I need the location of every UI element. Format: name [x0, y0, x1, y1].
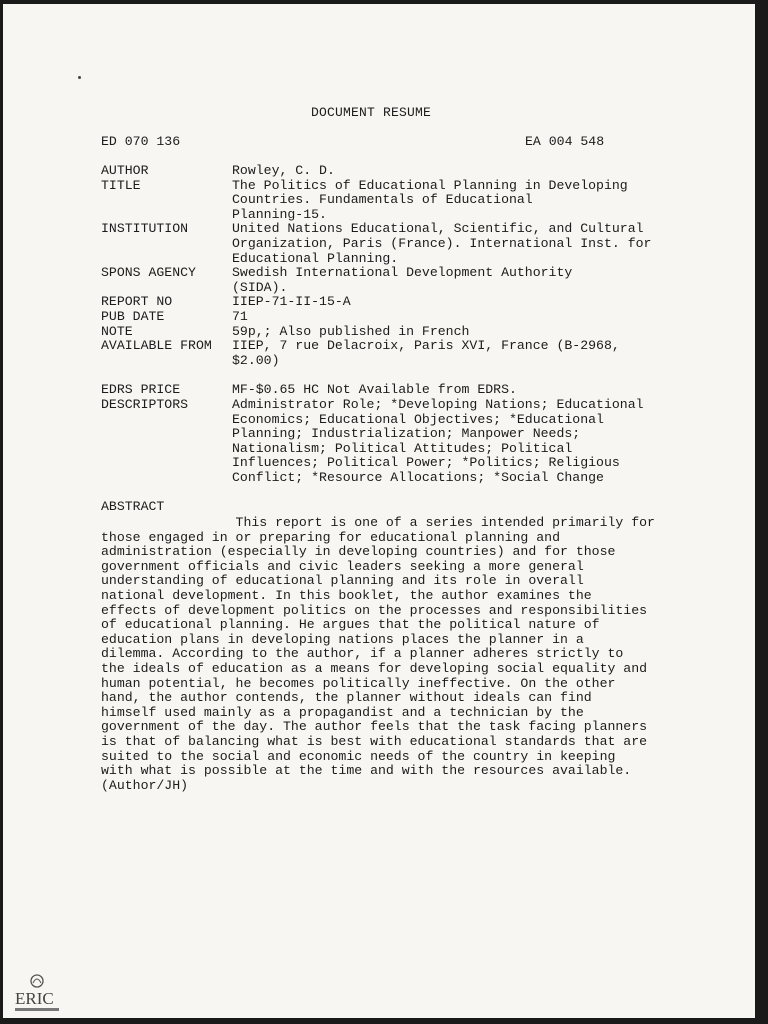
abstract-line: those engaged in or preparing for educational planning and [101, 529, 560, 545]
field-value-line: Educational Planning. [232, 250, 399, 266]
metadata-row [101, 442, 741, 457]
abstract-line: national development. In this booklet, the author examines the [101, 587, 592, 603]
abstract-line: himself used mainly as a propagandist and a technician by the [101, 704, 584, 720]
field-label: DESCRIPTORS [101, 396, 189, 412]
field-value-line: MF-$0.65 HC Not Available from EDRS. [232, 382, 517, 398]
metadata-row [101, 179, 741, 194]
abstract-line: effects of development politics on the processes and responsibilities [101, 602, 648, 618]
metadata-row [101, 281, 741, 296]
ed-number: ED 070 136 [101, 134, 181, 149]
metadata-row [101, 354, 741, 369]
field-value-line: Countries. Fundamentals of Educational [232, 192, 533, 208]
spacer [101, 368, 741, 383]
field-value-line: 59p,; Also published in French [232, 323, 470, 339]
metadata-row [101, 222, 741, 237]
field-label: PUB DATE [101, 308, 165, 324]
eric-logo-text: ERIC [15, 989, 54, 1008]
field-value-line: Economics; Educational Objectives; *Educational [232, 411, 604, 427]
metadata-row [101, 383, 741, 398]
abstract-line: with what is possible at the time and with the resources available. [101, 763, 632, 779]
field-label: TITLE [101, 177, 141, 193]
field-value-line: Organization, Paris (France). International Inst. for [232, 235, 652, 251]
field-label: REPORT NO [101, 294, 173, 310]
field-value-line: The Politics of Educational Planning in Developing [232, 177, 628, 193]
field-label-spacer [101, 471, 232, 486]
field-value-line: 71 [232, 308, 248, 324]
metadata-row [101, 456, 741, 471]
field-value-line: Rowley, C. D. [232, 163, 335, 178]
metadata-row [101, 193, 741, 208]
document-title: DOCUMENT RESUME [311, 105, 432, 120]
field-label: INSTITUTION [101, 221, 189, 237]
metadata-row [101, 208, 741, 223]
metadata-row [101, 398, 741, 413]
field-label: EDRS PRICE [101, 382, 181, 398]
abstract-line: the ideals of education as a means for developing social equality and [101, 660, 648, 676]
abstract-line: government officials and civic leaders seeking a more general [101, 558, 584, 574]
metadata-row [101, 310, 741, 325]
abstract-body [101, 516, 741, 793]
abstract-line: (Author/JH) [101, 777, 189, 793]
field-value-line: Administrator Role; *Developing Nations; Educational [232, 396, 644, 412]
metadata-fields-2 [101, 383, 741, 485]
field-value-line: Conflict; *Resource Allocations; *Social Change [232, 469, 604, 485]
metadata-row [101, 252, 741, 267]
field-label-spacer [101, 237, 232, 252]
field-label: AVAILABLE FROM [101, 338, 212, 354]
field-value-line: Influences; Political Power; *Politics; Religious [232, 455, 620, 471]
metadata-row [101, 413, 741, 428]
field-value-line: Planning; Industrialization; Manpower Needs; [232, 426, 581, 442]
scan-speck [78, 76, 81, 79]
field-label-spacer [101, 442, 232, 457]
field-value-line: $2.00) [232, 352, 280, 368]
eric-logo-icon [12, 970, 62, 1016]
abstract-line: of educational planning. He argues that the political nature of [101, 617, 600, 633]
metadata-row [101, 237, 741, 252]
abstract-line: human potential, he becomes politically ineffective. On the other [101, 675, 616, 691]
field-value-line: United Nations Educational, Scientific, and Cultural [232, 221, 644, 237]
abstract-line: government of the day. The author feels that the task facing planners [101, 719, 648, 735]
metadata-row [101, 325, 741, 340]
abstract-line: dilemma. According to the author, if a planner adheres strictly to [101, 646, 624, 662]
metadata-row [101, 164, 741, 179]
field-label-spacer [101, 252, 232, 267]
metadata-row [101, 471, 741, 486]
abstract-line: education plans in developing nations places the planner in a [101, 631, 584, 647]
abstract-line: is that of balancing what is best with educational standards that are [101, 733, 648, 749]
field-label-spacer [101, 354, 232, 369]
field-label-spacer [101, 208, 232, 223]
field-label-spacer [101, 413, 232, 428]
abstract-line: understanding of educational planning and its role in overall [101, 573, 584, 589]
field-value-line: IIEP-71-II-15-A [232, 294, 351, 310]
field-value-line: IIEP, 7 rue Delacroix, Paris XVI, France (B-2968, [232, 338, 620, 354]
field-label: AUTHOR [101, 163, 149, 178]
field-value-line: Planning-15. [232, 206, 327, 222]
field-value-line: Nationalism; Political Attitudes; Political [232, 440, 573, 456]
ea-number: EA 004 548 [525, 134, 605, 149]
field-label: NOTE [101, 323, 133, 339]
field-label: SPONS AGENCY [101, 265, 196, 281]
field-label-spacer [101, 427, 232, 442]
metadata-row [101, 427, 741, 442]
metadata-fields [101, 164, 741, 368]
metadata-block [101, 164, 741, 485]
abstract-line: This report is one of a series intended primarily for [101, 515, 655, 530]
abstract-label: ABSTRACT [101, 499, 165, 514]
abstract-line: administration (especially in developing countries) and for those [101, 544, 616, 560]
field-value-line: Swedish International Development Authority [232, 265, 573, 281]
metadata-row [101, 266, 741, 281]
field-label-spacer [101, 281, 232, 296]
abstract-line: suited to the social and economic needs of the country in keeping [101, 748, 616, 764]
abstract-line: hand, the author contends, the planner without ideals can find [101, 690, 592, 706]
field-value-line: (SIDA). [232, 279, 288, 295]
metadata-row [101, 295, 741, 310]
document-page [3, 4, 755, 1018]
metadata-row [101, 339, 741, 354]
field-label-spacer [101, 193, 232, 208]
field-label-spacer [101, 456, 232, 471]
